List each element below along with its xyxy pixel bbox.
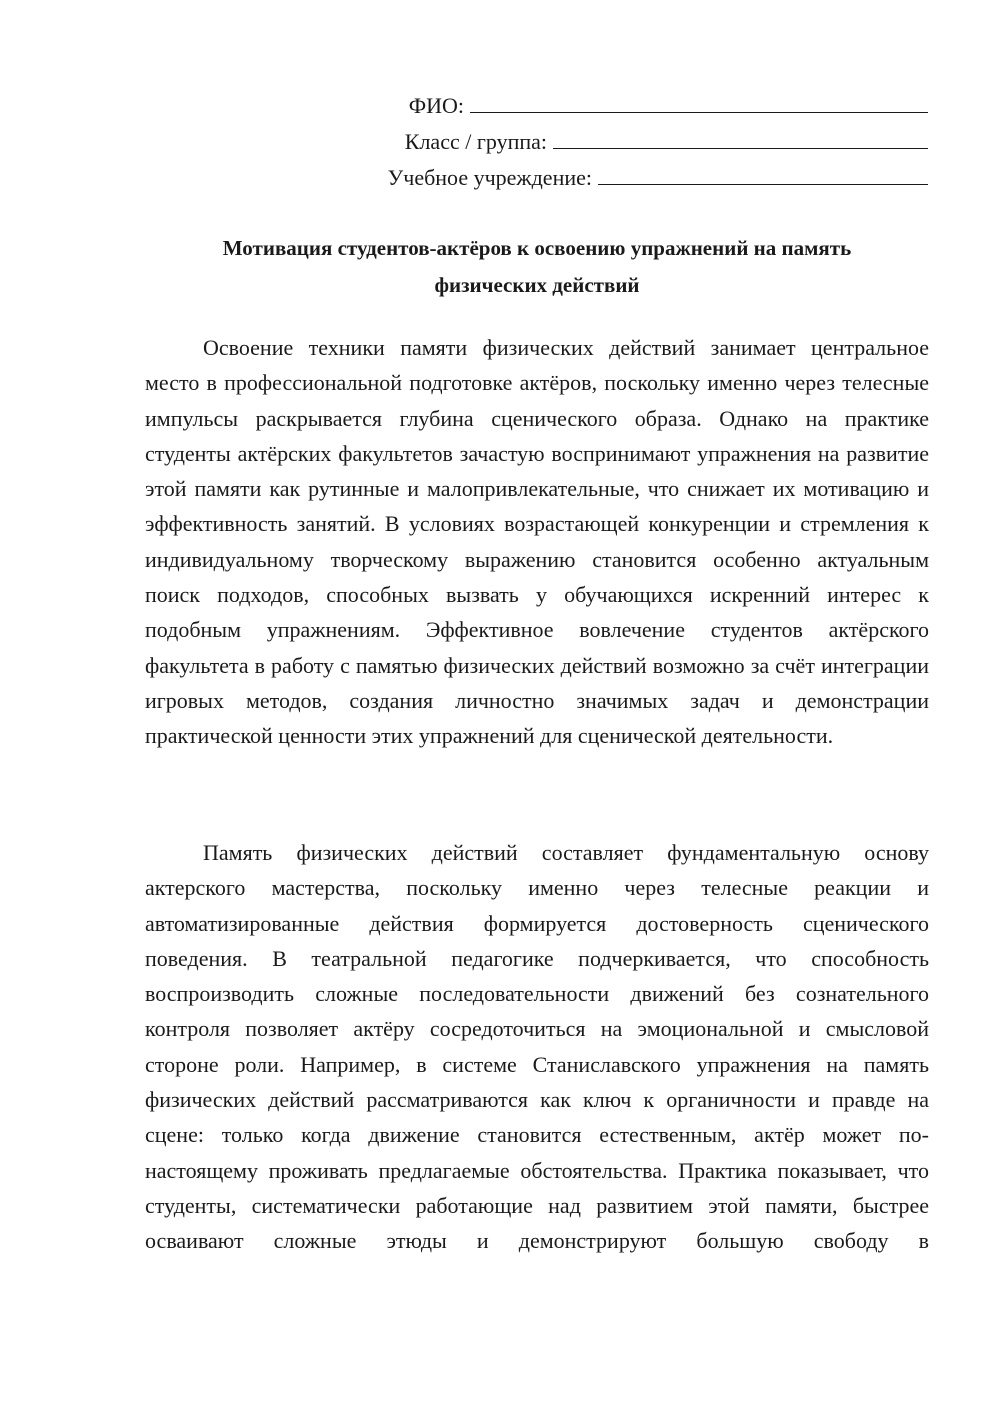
- title-line-1: Мотивация студентов-актёров к освоению упражнений на память: [222, 236, 852, 260]
- title-line-2: физических действий: [434, 273, 640, 297]
- class-label: Класс / группа:: [404, 129, 547, 154]
- student-info-block: [340, 92, 928, 200]
- fio-label: ФИО:: [408, 93, 464, 118]
- fio-blank-field: [470, 92, 928, 113]
- institution-blank-field: [598, 164, 928, 185]
- class-line: [340, 128, 928, 164]
- fio-line: [340, 92, 928, 128]
- body-paragraph-2: Память физических действий составляет фундаментальную основу актерского мастерства, поскольку именно через телесные реакции и автоматизированные действия формируется достоверность сценического поведения. В театральной педагогике подчеркивается, что способность воспроизводить сложные последовательности движений без сознательного контроля позволяет актёру сосредоточиться на эмоциональной и смысловой стороне роли. Например, в системе Станиславского упражнения на память физических действий рассматриваются как ключ к органичности и правде на сцене: только когда движение становится естественным, актёр может по-настоящему проживать предлагаемые обстоятельства. Практика показывает, что студенты, систематически работающие над развитием этой памяти, быстрее осваивают сложные этюды и демонстрируют большую свободу в: [145, 840, 929, 1254]
- document-title: [145, 230, 929, 304]
- institution-line: [340, 164, 928, 200]
- class-blank-field: [553, 128, 928, 149]
- body-paragraph-1: Освоение техники памяти физических действий занимает центральное место в профессиональной подготовке актёров, поскольку именно через телесные импульсы раскрывается глубина сценического образа. Однако на практике студенты актёрских факультетов зачастую воспринимают упражнения на развитие этой памяти как рутинные и малопривлекательные, что снижает их мотивацию и эффективность занятий. В условиях возрастающей конкуренции и стремления к индивидуальному творческому выражению становится особенно актуальным поиск подходов, способных вызвать у обучающихся искренний интерес к подобным упражнениям. Эффективное вовлечение студентов актёрского факультета в работу с памятью физических действий возможно за счёт интеграции игровых методов, создания личностно значимых задач и демонстрации практической ценности этих упражнений для сценической деятельности.: [145, 335, 929, 749]
- institution-label: Учебное учреждение:: [387, 165, 592, 190]
